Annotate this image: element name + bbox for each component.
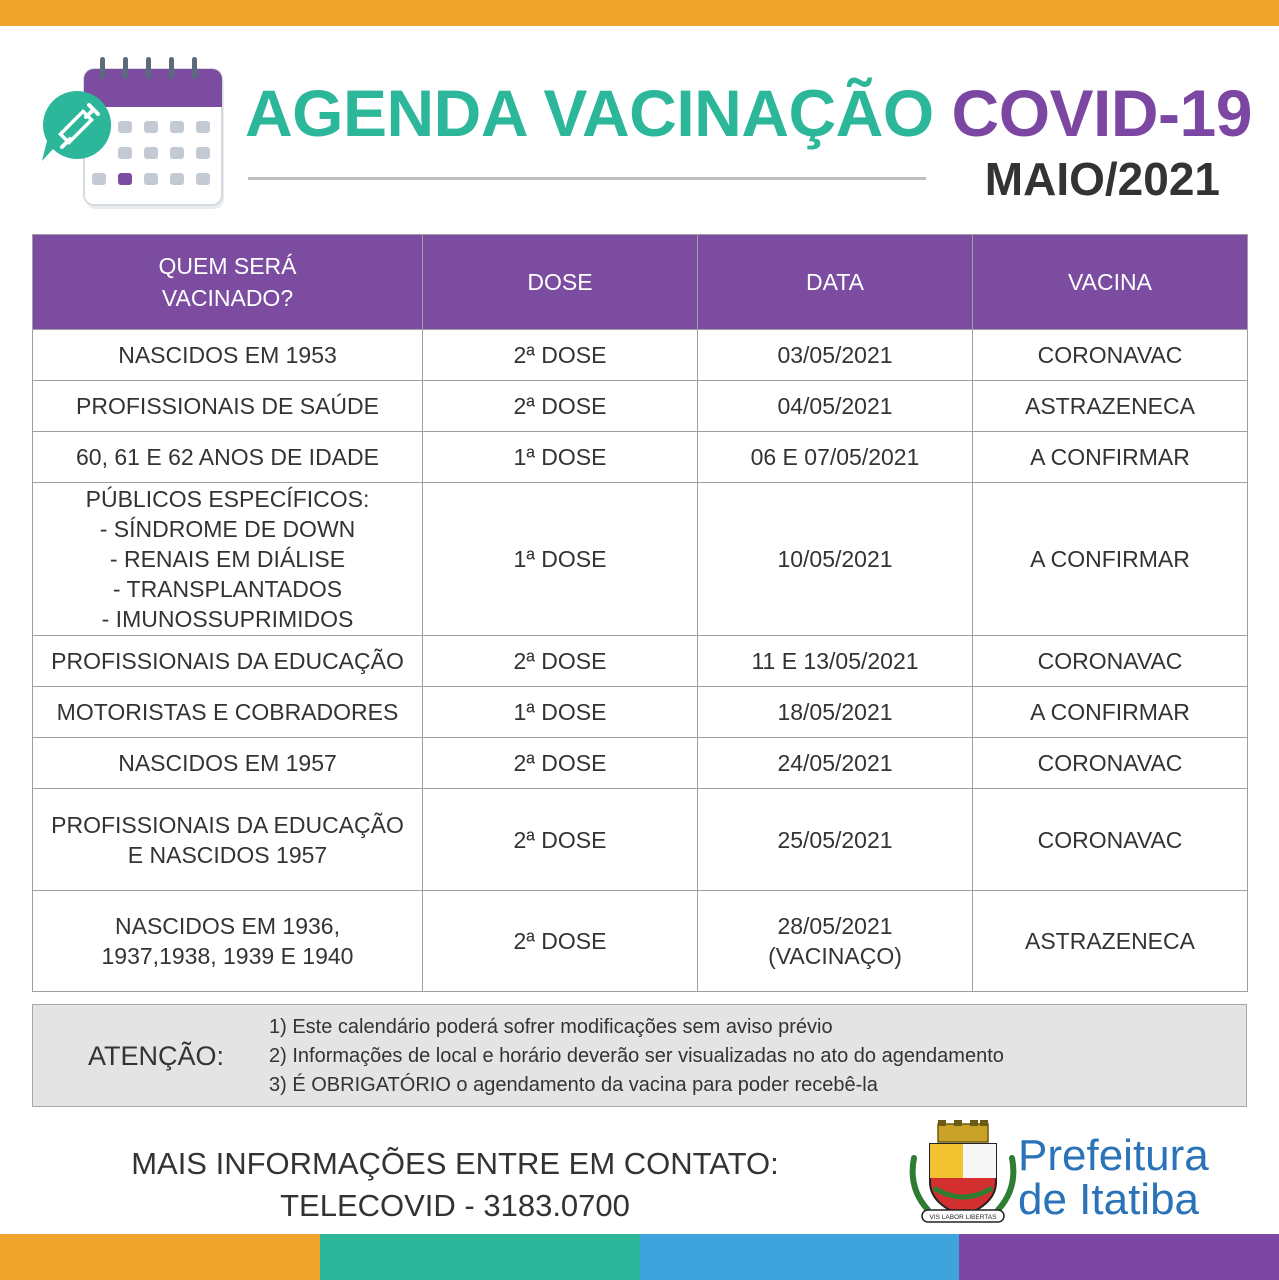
cell-who: NASCIDOS EM 1953 bbox=[33, 330, 423, 381]
cell-who: 60, 61 E 62 ANOS DE IDADE bbox=[33, 432, 423, 483]
attention-item: 3) É OBRIGATÓRIO o agendamento da vacina para poder recebê-la bbox=[269, 1074, 878, 1096]
cell-date: 04/05/2021 bbox=[698, 381, 973, 432]
cell-vaccine: ASTRAZENECA bbox=[973, 891, 1248, 992]
cell-vaccine: CORONAVAC bbox=[973, 789, 1248, 891]
header-dose: DOSE bbox=[423, 235, 698, 330]
table-row bbox=[33, 483, 1248, 636]
cell-dose: 1ª DOSE bbox=[423, 432, 698, 483]
table-row bbox=[33, 687, 1248, 738]
cell-date: 18/05/2021 bbox=[698, 687, 973, 738]
attention-item: 1) Este calendário poderá sofrer modificações sem aviso prévio bbox=[269, 1016, 833, 1038]
cell-line: - TRANSPLANTADOS bbox=[112, 576, 343, 602]
cell-line: PROFISSIONAIS DA EDUCAÇÃO bbox=[51, 811, 404, 838]
schedule-table bbox=[32, 234, 1248, 992]
bottom-bar-orange bbox=[0, 1234, 320, 1280]
cell-vaccine: A CONFIRMAR bbox=[973, 687, 1248, 738]
attention-item: 2) Informações de local e horário deverão ser visualizadas no ato do agendamento bbox=[269, 1045, 1004, 1067]
cell-who: PROFISSIONAIS DA EDUCAÇÃO bbox=[33, 636, 423, 687]
cell-who bbox=[33, 483, 423, 636]
cell-dose: 2ª DOSE bbox=[423, 891, 698, 992]
cell-line: NASCIDOS EM 1936, bbox=[115, 913, 340, 939]
page-title bbox=[245, 68, 1252, 158]
header-date: DATA bbox=[698, 235, 973, 330]
cell-who: PROFISSIONAIS DE SAÚDE bbox=[33, 381, 423, 432]
title-covid: COVID-19 bbox=[951, 76, 1252, 150]
logo-line-2: de Itatiba bbox=[1018, 1175, 1200, 1224]
header-who: QUEM SERÁ VACINADO? bbox=[33, 235, 423, 330]
bottom-bar-purple bbox=[959, 1234, 1279, 1280]
header-vaccine: VACINA bbox=[973, 235, 1248, 330]
cell-dose: 2ª DOSE bbox=[423, 789, 698, 891]
cell-who bbox=[33, 891, 423, 992]
city-crest-icon bbox=[908, 1118, 1018, 1228]
table-row bbox=[33, 432, 1248, 483]
cell-dose: 2ª DOSE bbox=[423, 636, 698, 687]
cell-line: - SÍNDROME DE DOWN bbox=[99, 516, 356, 542]
cell-vaccine: A CONFIRMAR bbox=[973, 432, 1248, 483]
page-subtitle: MAIO/2021 bbox=[984, 153, 1220, 205]
cell-line: 1937,1938, 1939 E 1940 bbox=[101, 943, 354, 969]
cell-vaccine: A CONFIRMAR bbox=[973, 483, 1248, 636]
contact-line: MAIS INFORMAÇÕES ENTRE EM CONTATO: bbox=[131, 1146, 779, 1181]
cell-who: NASCIDOS EM 1957 bbox=[33, 738, 423, 789]
cell-line: - IMUNOSSUPRIMIDOS bbox=[101, 606, 354, 632]
cell-date: 25/05/2021 bbox=[698, 789, 973, 891]
logo-line-1: Prefeitura bbox=[1018, 1131, 1209, 1180]
cell-line: E NASCIDOS 1957 bbox=[127, 841, 328, 868]
cell-line: (VACINAÇO) bbox=[768, 943, 902, 969]
cell-line: PÚBLICOS ESPECÍFICOS: bbox=[85, 486, 370, 512]
crest-motto: VIS LABOR LIBERTAS bbox=[929, 1214, 997, 1221]
cell-vaccine: CORONAVAC bbox=[973, 330, 1248, 381]
table-row bbox=[33, 381, 1248, 432]
bottom-bar-blue bbox=[640, 1234, 960, 1280]
attention-box bbox=[32, 1004, 1247, 1107]
table-row bbox=[33, 789, 1248, 891]
cell-dose: 2ª DOSE bbox=[423, 738, 698, 789]
bottom-color-bar bbox=[0, 1234, 1279, 1280]
cell-vaccine: CORONAVAC bbox=[973, 636, 1248, 687]
attention-list bbox=[269, 1013, 1004, 1100]
table-row bbox=[33, 636, 1248, 687]
table-header-row bbox=[33, 235, 1248, 330]
cell-date: 11 E 13/05/2021 bbox=[698, 636, 973, 687]
bottom-bar-teal bbox=[320, 1234, 640, 1280]
cell-dose: 2ª DOSE bbox=[423, 381, 698, 432]
cell-date: 03/05/2021 bbox=[698, 330, 973, 381]
cell-line: - RENAIS EM DIÁLISE bbox=[109, 546, 346, 572]
cell-line: 28/05/2021 bbox=[777, 913, 893, 939]
cell-date: 06 E 07/05/2021 bbox=[698, 432, 973, 483]
cell-vaccine: CORONAVAC bbox=[973, 738, 1248, 789]
cell-dose: 1ª DOSE bbox=[423, 687, 698, 738]
cell-date: 10/05/2021 bbox=[698, 483, 973, 636]
attention-label: ATENÇÃO: bbox=[88, 1041, 225, 1071]
cell-dose: 2ª DOSE bbox=[423, 330, 698, 381]
cell-dose: 1ª DOSE bbox=[423, 483, 698, 636]
contact-info bbox=[80, 1143, 830, 1227]
cell-date: 24/05/2021 bbox=[698, 738, 973, 789]
cell-who: MOTORISTAS E COBRADORES bbox=[33, 687, 423, 738]
cell-vaccine: ASTRAZENECA bbox=[973, 381, 1248, 432]
title-divider bbox=[248, 177, 926, 180]
city-logo-text bbox=[1018, 1131, 1209, 1224]
title-agenda: AGENDA VACINAÇÃO bbox=[245, 76, 934, 150]
cell-date bbox=[698, 891, 973, 992]
top-color-bar bbox=[0, 0, 1279, 26]
contact-phone: TELECOVID - 3183.0700 bbox=[280, 1188, 630, 1223]
table-row bbox=[33, 738, 1248, 789]
cell-who bbox=[33, 789, 423, 891]
table-row bbox=[33, 330, 1248, 381]
table-row bbox=[33, 891, 1248, 992]
calendar-icon bbox=[40, 55, 230, 215]
